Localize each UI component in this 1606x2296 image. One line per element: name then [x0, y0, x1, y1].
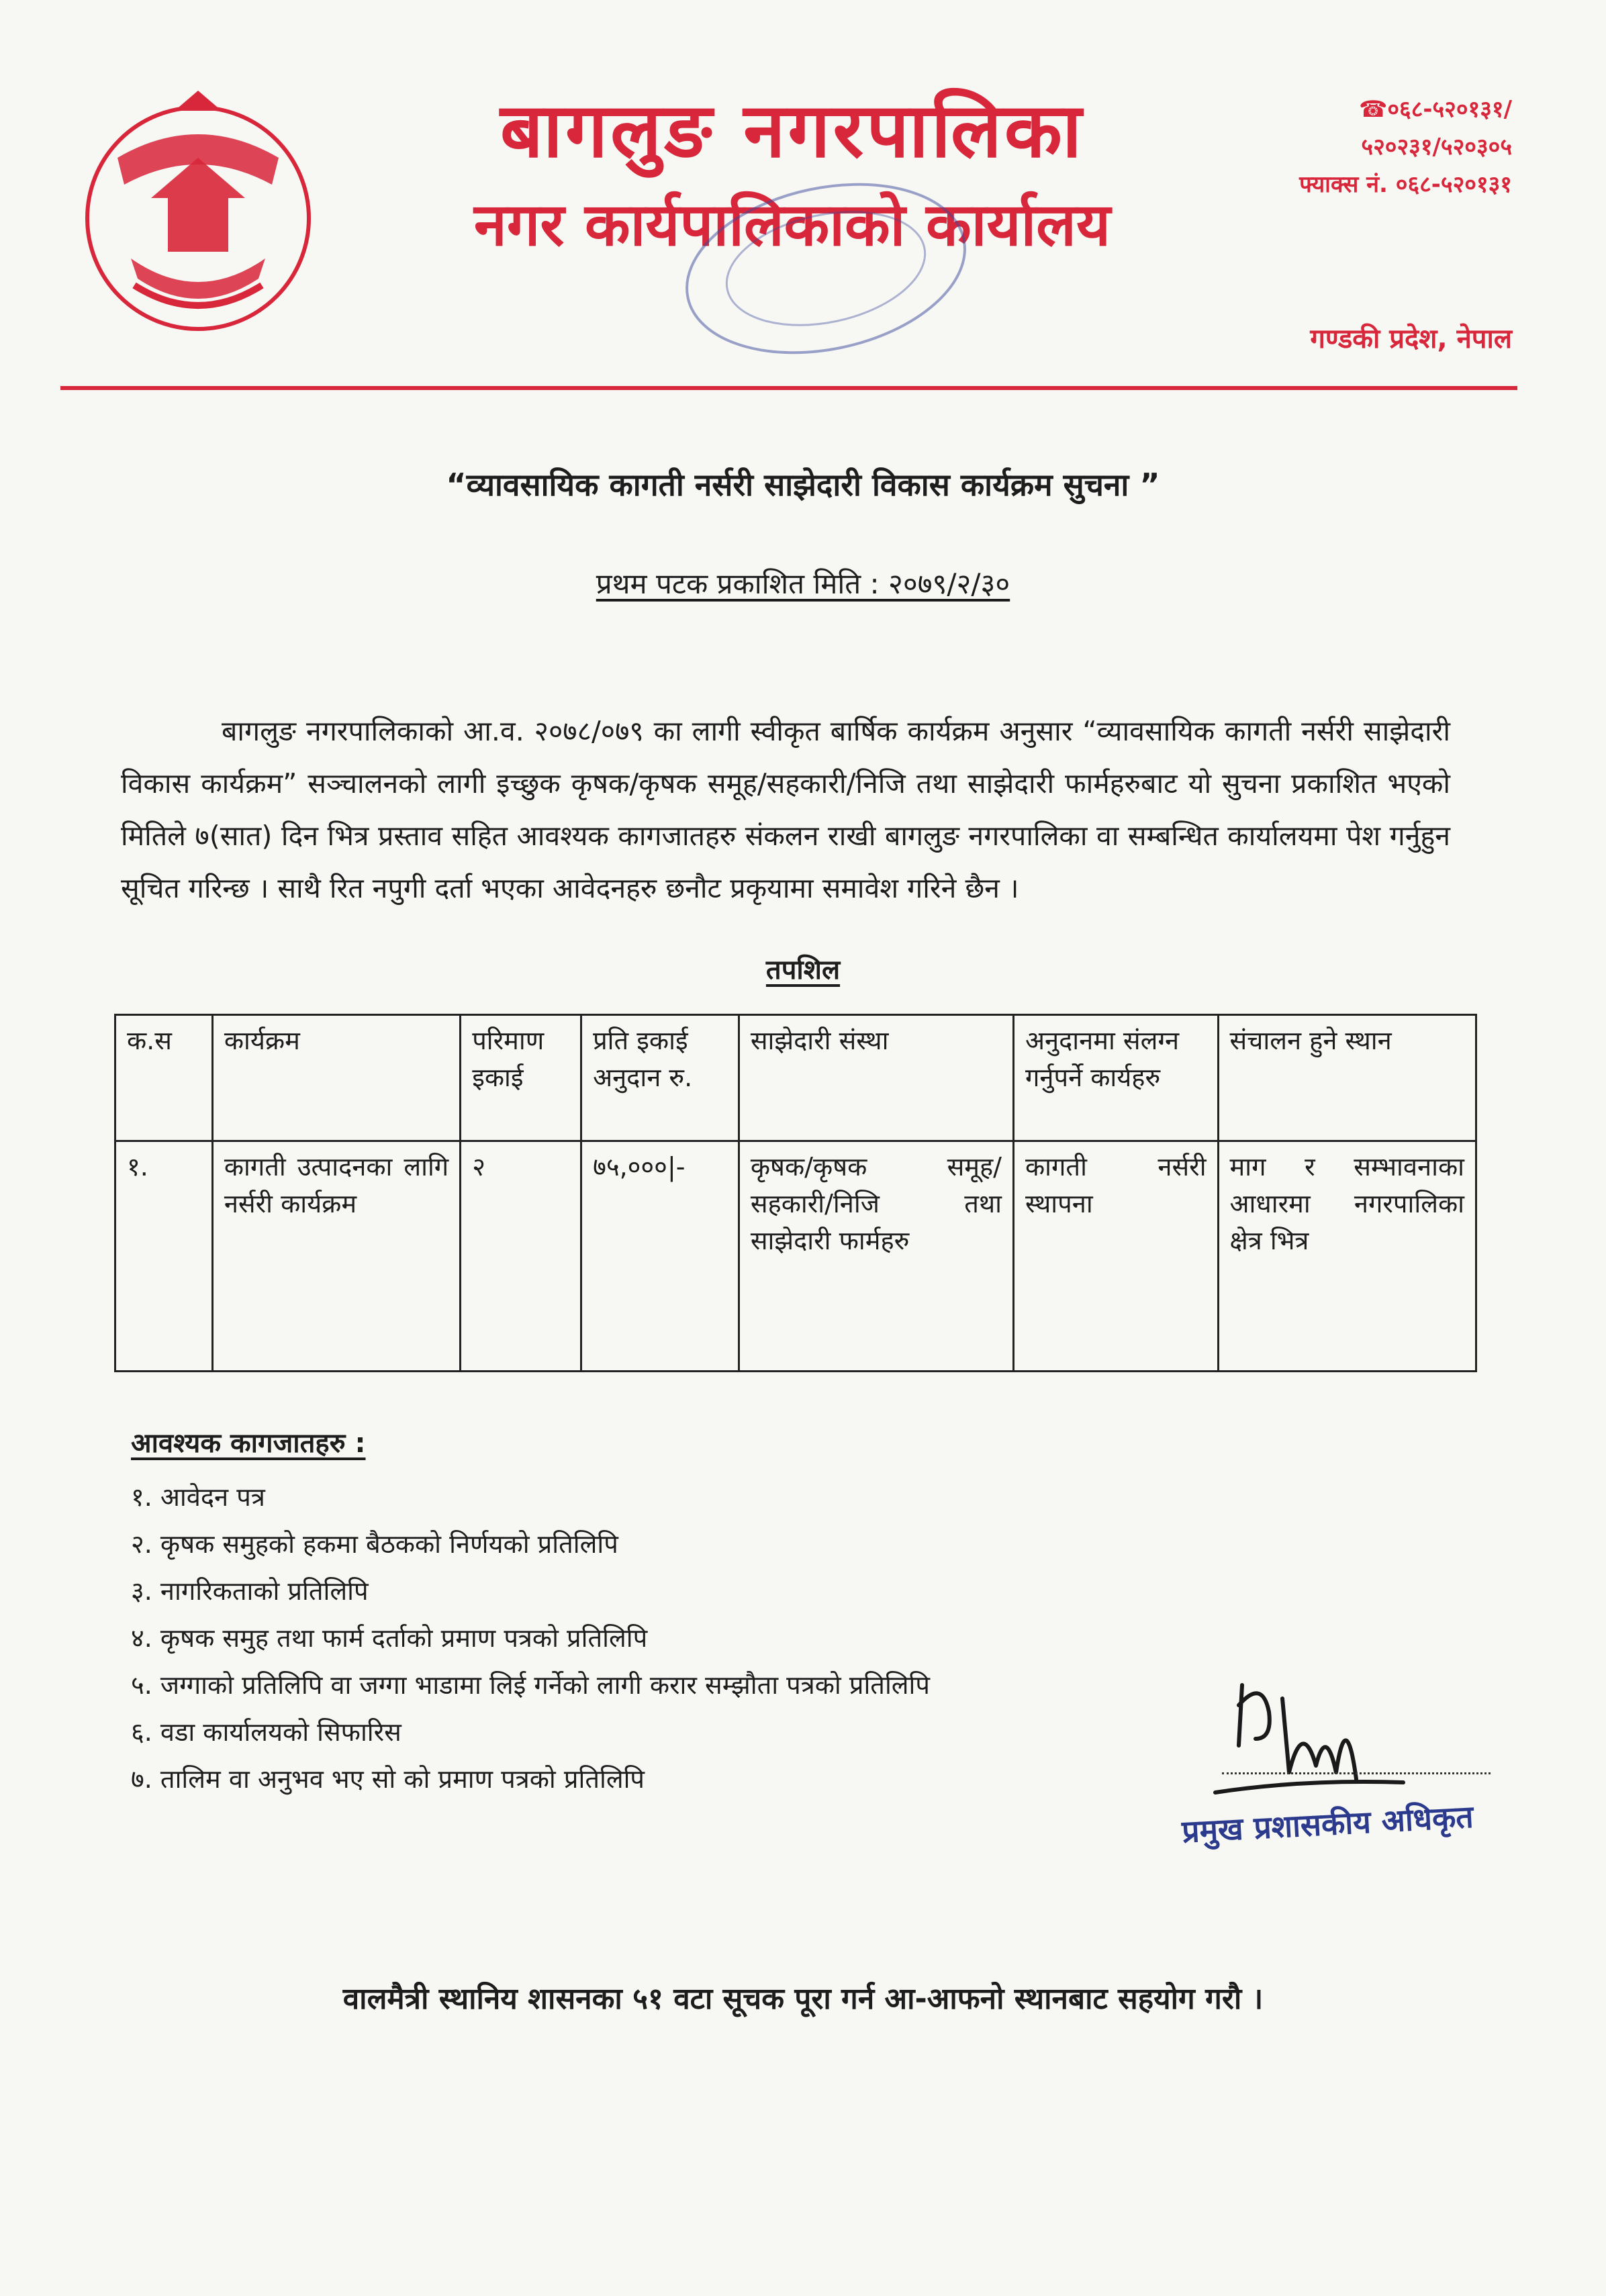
documents-heading-text: आवश्यक कागजातहरु : — [131, 1428, 366, 1459]
details-heading — [0, 950, 1606, 987]
fax-line: फ्याक्स नं. ०६८-५२०१३१ — [1299, 171, 1512, 198]
table-row — [115, 1141, 1476, 1372]
phone-line-1: ☎०६८-५२०१३१/ — [1359, 96, 1512, 123]
cell-location: माग र सम्भावनाका आधारमा नगरपालिका क्षेत्र भित्र — [1218, 1141, 1476, 1372]
header-grant-per-unit: प्रति इकाई अनुदान रु. — [581, 1015, 739, 1141]
phone-line-2: ५२०२३१/५२०३०५ — [1361, 134, 1512, 160]
list-item: २. कृषक समुहको हकमा बैठकको निर्णयको प्रतिलिपि — [131, 1529, 618, 1559]
table-header-row — [115, 1015, 1476, 1141]
documents-list — [131, 1474, 1272, 1803]
cell-grant: ७५,०००|- — [581, 1141, 739, 1372]
province-label: गण्डकी प्रदेश, नेपाल — [1310, 324, 1512, 354]
header-quantity-unit: परिमाण इकाई — [461, 1015, 581, 1141]
header-location: संचालन हुने स्थान — [1218, 1015, 1476, 1141]
office-seal-stamp — [671, 168, 980, 369]
cell-quantity: २ — [461, 1141, 581, 1372]
contact-block — [1230, 91, 1512, 203]
nepal-emblem-icon — [70, 84, 326, 339]
footer-slogan: वालमैत्री स्थानिय शासनका ५१ वटा सूचक पूरा गर्न आ-आफनो स्थानबाट सहयोग गरौ । — [342, 1982, 1264, 2016]
details-heading-text: तपशिल — [765, 955, 841, 986]
published-date-text: प्रथम पटक प्रकाशित मिति : २०७९/२/३० — [596, 567, 1010, 600]
municipality-name: बागलुङ नगरपालिका — [500, 87, 1084, 175]
list-item: ४. कृषक समुह तथा फार्म दर्ताको प्रमाण पत्रको प्रतिलिपि — [131, 1623, 648, 1653]
header-serial: क.स — [115, 1015, 213, 1141]
list-item: ६. वडा कार्यालयको सिफारिस — [131, 1717, 402, 1747]
list-item: ३. नागरिकताको प्रतिलिपि — [131, 1576, 369, 1606]
list-item: ५. जग्गाको प्रतिलिपि वा जग्गा भाडामा लिई गर्नेको लागी करार सम्झौता पत्रको प्रतिलिपि — [131, 1670, 930, 1700]
handwritten-signature — [1202, 1665, 1423, 1819]
notice-body: बागलुङ नगरपालिकाको आ.व. २०७८/०७९ का लागी स्वीकृत बार्षिक कार्यक्रम अनुसार “व्यावसायिक कागती नर्सरी साझेदारी विकास कार्यक्रम” सञ्चालनको लागी इच्छुक कृषक/कृषक समूह/सहकारी/निजि तथा साझेदारी फार्महरुबाट यो सुचना प्रकाशित भएको मितिले ७(सात) दिन भित्र प्रस्ताव सहित आवश्यक कागजातहरु संकलन राखी बागलुङ नगरपालिका वा सम्बन्धित कार्यालयमा पेश गर्नुहुन सूचित गरिन्छ । साथै रित नपुगी दर्ता भएका आवेदनहरु छनौट प्रकृयामा समावेश गरिने छैन । — [121, 715, 1450, 904]
header-partner-org: साझेदारी संस्था — [739, 1015, 1013, 1141]
notice-title: “व्यावसायिक कागती नर्सरी साझेदारी विकास कार्यक्रम सुचना ” — [446, 467, 1160, 503]
cell-serial: १. — [115, 1141, 213, 1372]
office-name: नगर कार्यपालिकाको कार्यालय — [474, 190, 1111, 259]
signature-line — [1222, 1772, 1491, 1774]
cell-program: कागती उत्पादनका लागि नर्सरी कार्यक्रम — [212, 1141, 460, 1372]
list-item: १. आवेदन पत्र — [131, 1482, 265, 1512]
documents-heading — [131, 1423, 366, 1460]
letterhead-divider — [60, 386, 1517, 390]
list-item: ७. तालिम वा अनुभव भए सो को प्रमाण पत्रको प्रतिलिपि — [131, 1764, 645, 1794]
header-program: कार्यक्रम — [212, 1015, 460, 1141]
published-date — [0, 564, 1606, 602]
cell-activities: कागती नर्सरी स्थापना — [1014, 1141, 1219, 1372]
header-required-activities: अनुदानमा संलग्न गर्नुपर्ने कार्यहरु — [1014, 1015, 1219, 1141]
program-table — [114, 1014, 1477, 1372]
signatory-title: प्रमुख प्रशासकीय अधिकृत — [1180, 1798, 1474, 1850]
cell-partner: कृषक/कृषक समूह/सहकारी/निजि तथा साझेदारी फार्महरु — [739, 1141, 1013, 1372]
